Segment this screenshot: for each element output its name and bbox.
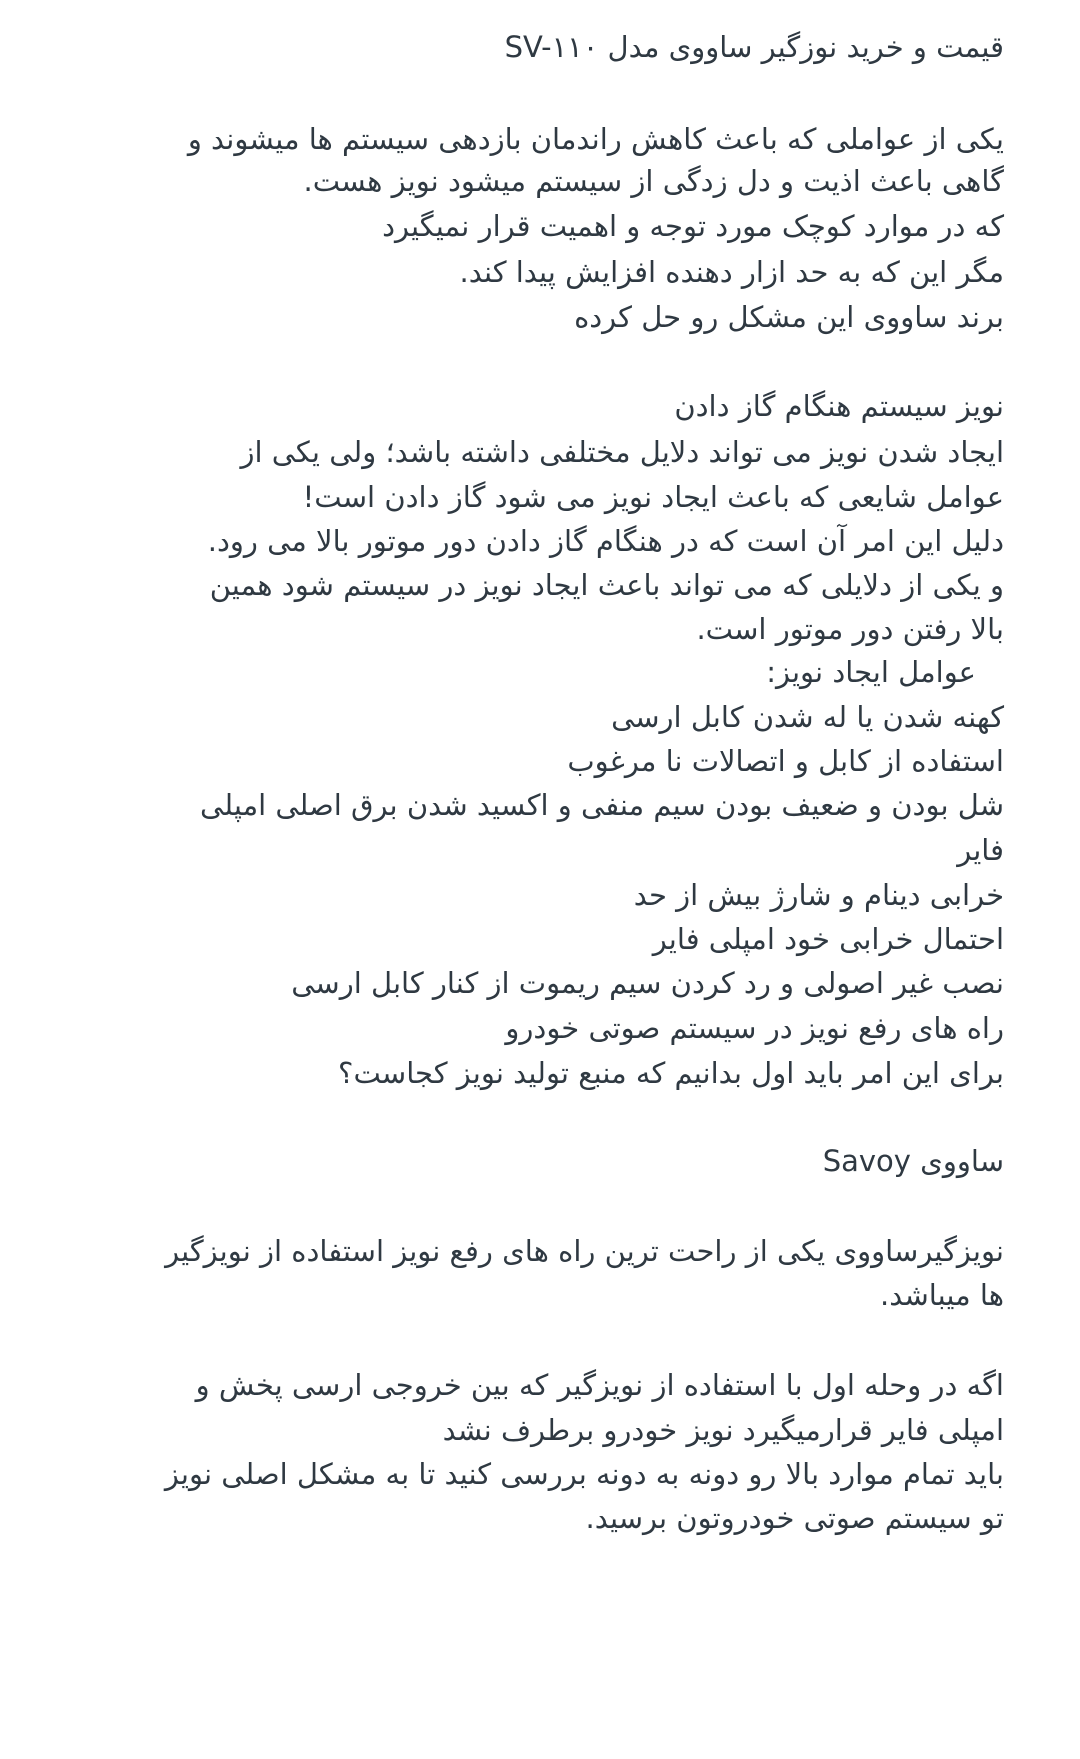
list-item: فایر [957,833,1004,867]
section-heading: عوامل ایجاد نویز: [766,655,976,689]
paragraph-line: ایجاد شدن نویز می تواند دلایل مختلفی داشته باشد؛ ولی یکی از [240,435,1004,469]
list-item: خرابی دینام و شارژ بیش از حد [633,878,1004,912]
section-heading: نویز سیستم هنگام گاز دادن [674,389,1004,423]
list-item: کهنه شدن یا له شدن کابل ارسی [611,700,1004,734]
paragraph-line: ها میباشد. [880,1278,1004,1312]
list-item: احتمال خرابی خود امپلی فایر [652,922,1004,956]
document-title: قیمت و خرید نوزگیر ساووی مدل SV-۱۱۰ [504,30,1004,64]
paragraph-line: بالا رفتن دور موتور است. [696,612,1004,646]
list-item: راه های رفع نویز در سیستم صوتی خودرو [505,1011,1004,1045]
list-item: استفاده از کابل و اتصالات نا مرغوب [567,744,1004,778]
list-item: برای این امر باید اول بدانیم که منبع تولید نویز کجاست؟ [338,1056,1004,1090]
paragraph-line: برند ساووی این مشکل رو حل کرده [574,300,1004,334]
paragraph-line: اگه در وحله اول با استفاده از نویزگیر که بین خروجی ارسی پخش و [195,1368,1004,1402]
paragraph-line: دلیل این امر آن است که در هنگام گاز دادن دور موتور بالا می رود. [207,524,1004,558]
list-item: نصب غیر اصولی و رد کردن سیم ریموت از کنار کابل ارسی [291,966,1004,1000]
paragraph-line: که در موارد کوچک مورد توجه و اهمیت قرار نمیگیرد [382,209,1004,243]
paragraph-line: مگر این که به حد ازار دهنده افزایش پیدا کند. [459,255,1004,289]
paragraph-line: عوامل شایعی که باعث ایجاد نویز می شود گاز دادن است! [302,480,1004,514]
paragraph-line: گاهی باعث اذیت و دل زدگی از سیستم میشود نویز هست. [303,164,1004,198]
paragraph-line: نویزگیرساووی یکی از راحت ترین راه های رفع نویز استفاده از نویزگیر [165,1234,1004,1268]
paragraph-line: امپلی فایر قرارمیگیرد نویز خودرو برطرف نشد [442,1413,1004,1447]
paragraph-line: و یکی از دلایلی که می تواند باعث ایجاد نویز در سیستم شود همین [209,568,1004,602]
brand-heading: ساووی Savoy [822,1144,1004,1178]
paragraph-line: باید تمام موارد بالا رو دونه به دونه بررسی کنید تا به مشکل اصلی نویز [164,1457,1004,1491]
paragraph-line: تو سیستم صوتی خودروتون برسید. [585,1501,1004,1535]
paragraph-line: یکی از عواملی که باعث کاهش راندمان بازدهی سیستم ها میشوند و [187,122,1004,156]
list-item: شل بودن و ضعیف بودن سیم منفی و اکسید شدن برق اصلی امپلی [200,788,1004,822]
